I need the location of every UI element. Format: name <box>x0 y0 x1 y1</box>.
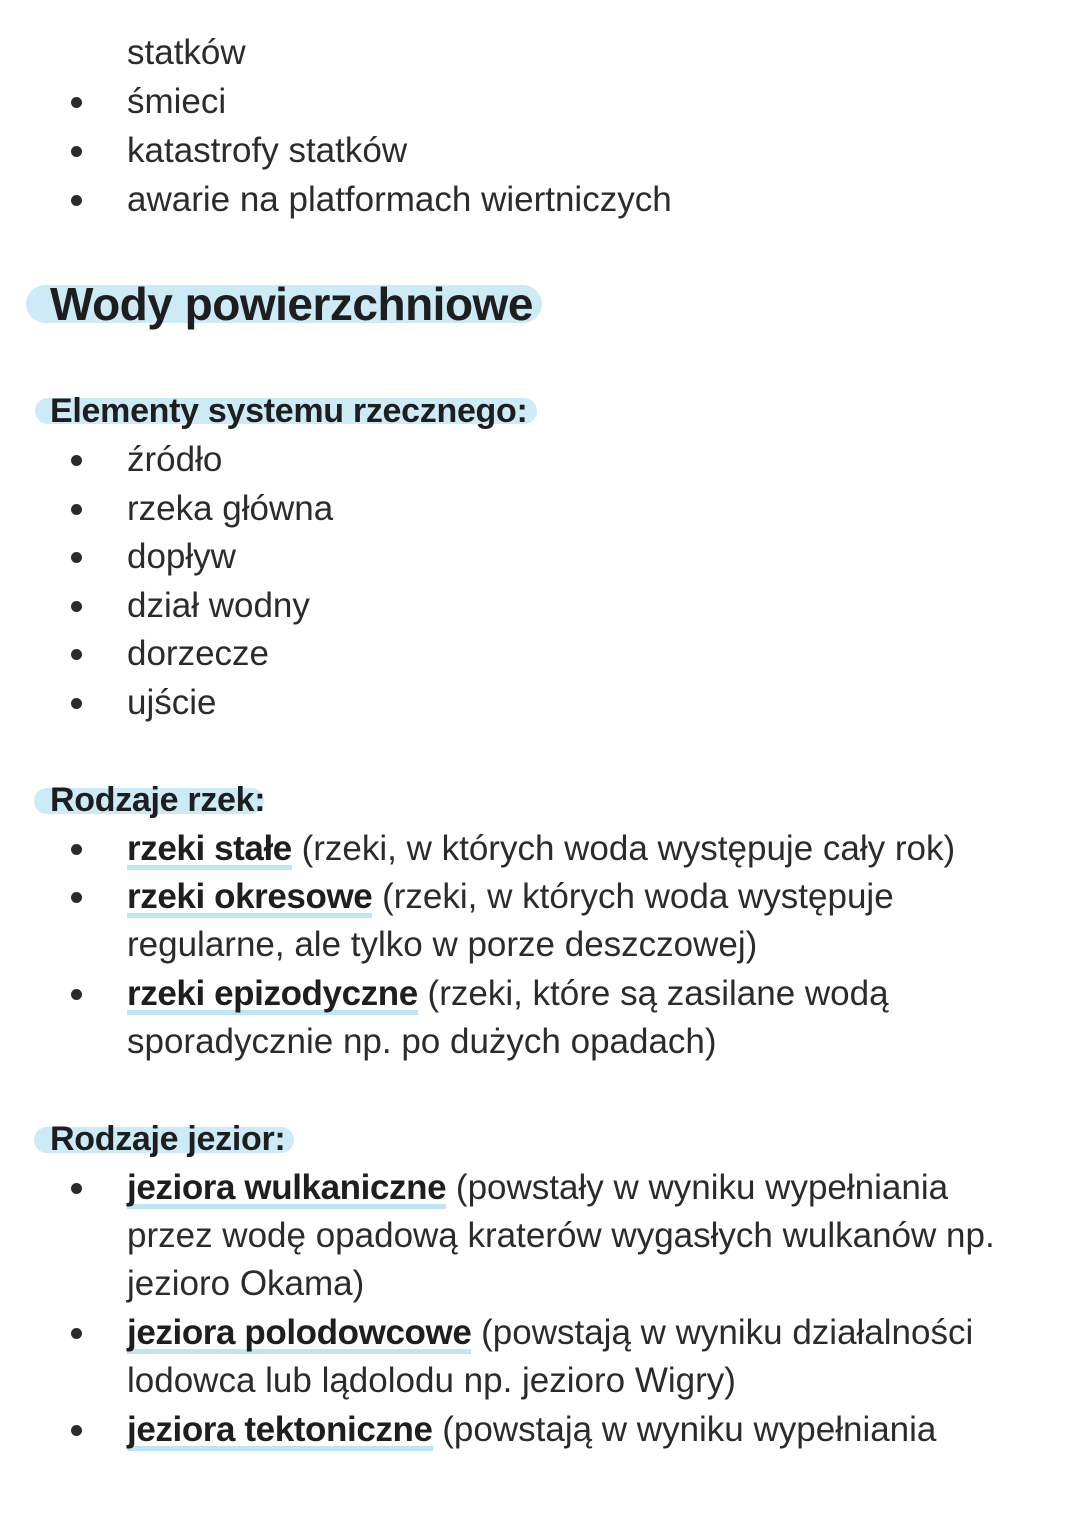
bullet-icon <box>71 698 82 709</box>
list-item <box>127 1309 973 1357</box>
bullet-icon <box>71 195 82 206</box>
term-description: (powstały w wyniku wypełniania <box>446 1168 949 1207</box>
bullet-icon <box>71 1425 82 1436</box>
bullet-icon <box>71 552 82 563</box>
bullet-icon <box>71 504 82 515</box>
term-label: rzeki stałe <box>127 829 292 868</box>
bullet-icon <box>71 892 82 903</box>
list-item <box>127 970 889 1018</box>
list-item: dopływ <box>127 537 236 576</box>
section-title: Wody powierzchniowe <box>50 278 533 330</box>
bullet-icon <box>71 146 82 157</box>
bullet-icon <box>71 844 82 855</box>
bullet-icon <box>71 989 82 1000</box>
list-item: rzeka główna <box>127 489 334 528</box>
list-item-continuation: statków <box>127 33 246 72</box>
list-item-continuation: przez wodę opadową kraterów wygasłych wulkanów np. <box>127 1216 995 1255</box>
list-item-continuation: regularne, ale tylko w porze deszczowej) <box>127 925 758 964</box>
list-item-continuation: sporadycznie np. po dużych opadach) <box>127 1022 717 1061</box>
list-item: katastrofy statków <box>127 131 408 170</box>
bullet-icon <box>71 455 82 466</box>
list-item <box>127 873 894 921</box>
list-item: ujście <box>127 683 217 722</box>
list-item: dorzecze <box>127 634 270 673</box>
bullet-icon <box>71 649 82 660</box>
list-item <box>127 1164 948 1212</box>
term-label: jeziora polodowcowe <box>127 1313 472 1352</box>
list-item-continuation: jezioro Okama) <box>127 1264 365 1303</box>
list-item <box>127 825 955 873</box>
term-description: (rzeki, w których woda występuje cały rok) <box>291 829 956 868</box>
term-description: (powstają w wyniku wypełniania <box>432 1410 937 1449</box>
term-label: jeziora tektoniczne <box>127 1410 433 1449</box>
term-description: (powstają w wyniku działalności <box>471 1313 974 1352</box>
term-label: rzeki epizodyczne <box>127 974 418 1013</box>
term-description: (rzeki, w których woda występuje <box>372 877 894 916</box>
bullet-icon <box>71 97 82 108</box>
list-item: awarie na platformach wiertniczych <box>127 180 672 219</box>
lake-types-heading: Rodzaje jezior: <box>50 1120 286 1158</box>
term-label: rzeki okresowe <box>127 877 373 916</box>
list-item-continuation: lodowca lub lądolodu np. jezioro Wigry) <box>127 1361 736 1400</box>
list-item: śmieci <box>127 82 227 121</box>
list-item: źródło <box>127 440 223 479</box>
bullet-icon <box>71 601 82 612</box>
bullet-icon <box>71 1183 82 1194</box>
river-system-heading: Elementy systemu rzecznego: <box>50 392 528 430</box>
list-item <box>127 1406 936 1454</box>
river-types-heading: Rodzaje rzek: <box>50 781 266 819</box>
term-label: jeziora wulkaniczne <box>127 1168 447 1207</box>
bullet-icon <box>71 1328 82 1339</box>
term-description: (rzeki, które są zasilane wodą <box>417 974 889 1013</box>
list-item: dział wodny <box>127 586 310 625</box>
